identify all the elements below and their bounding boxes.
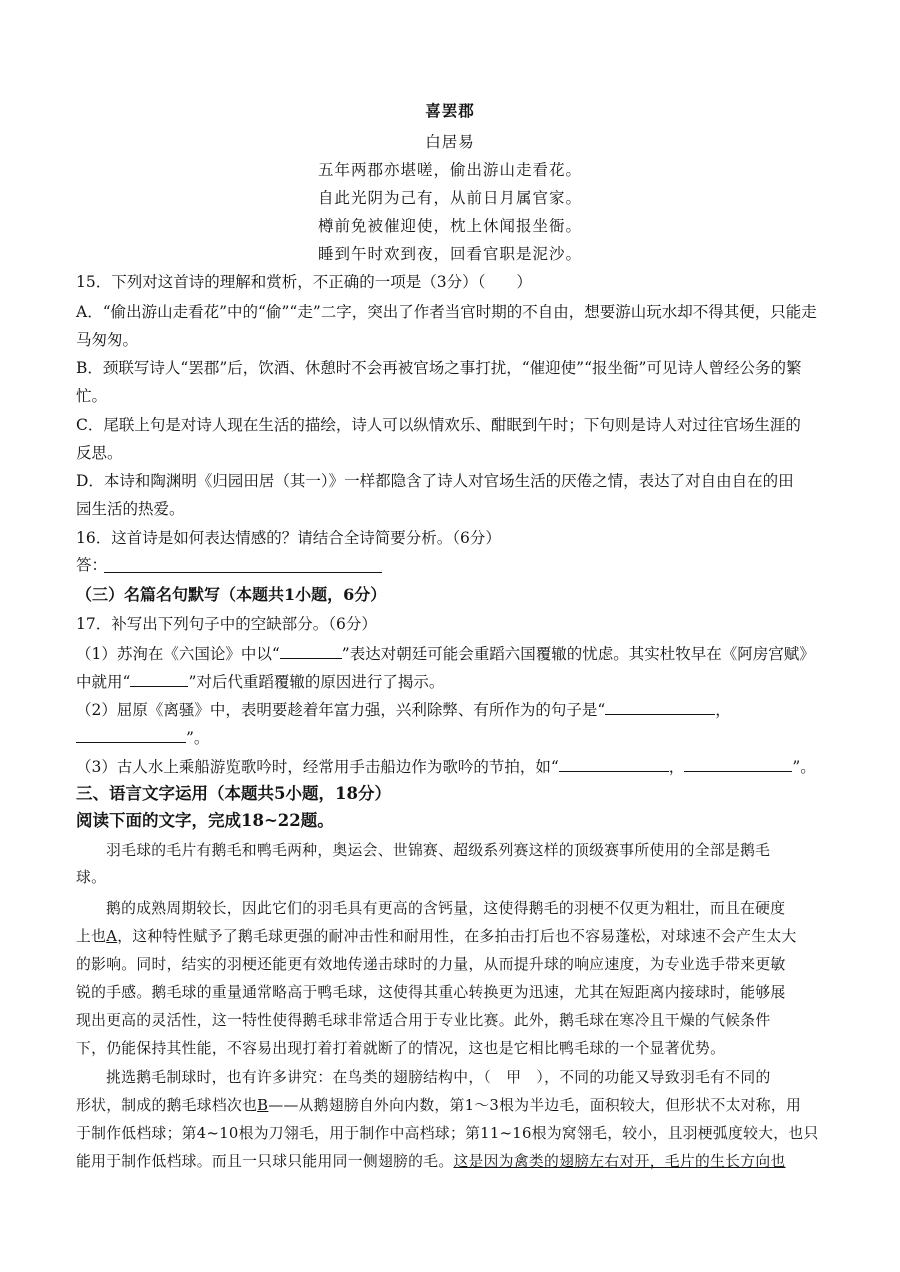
poem-line-1: 五年两郡亦堪嗟，偷出游山走看花。: [317, 161, 582, 179]
q17-p1-text-a: （1）苏洵在《六国论》中以“: [76, 645, 280, 663]
q15-option-b-cont: 忙。: [76, 387, 108, 405]
q15-option-b: B．颈联写诗人“罢郡”后，饮酒、休憩时不会再被官场之事打扰，“催迎使”“报坐衙”可见诗人曾经公务的繁: [76, 359, 802, 377]
blank-mark-a: A: [106, 928, 118, 945]
poem-author: 白居易: [425, 133, 475, 151]
part-3-heading: 三、语言文字运用（本题共5小题，18分）: [76, 784, 391, 803]
q17-stem: 17．补写出下列句子中的空缺部分。（6分）: [76, 615, 377, 633]
q16-stem: 16．这首诗是如何表达情感的？请结合全诗简要分析。（6分）: [76, 529, 501, 547]
q17-p1-text-c: 中就用“: [76, 673, 131, 691]
q17-part-2: [76, 698, 830, 721]
passage-p3-text-b: ——从鹅翅膀自外向内数，第1～3根为半边毛，面积较大，但形状不太对称，用: [268, 1097, 802, 1114]
q15-option-d: D．本诗和陶渊明《归园田居（其一）》一样都隐含了诗人对官场生活的厌倦之情，表达了对自由自在的田: [76, 472, 794, 490]
passage-p2-line-1: 鹅的成熟周期较长，因此它们的羽毛具有更高的含钙量，这使得鹅毛的羽梗不仅更为粗壮，而且在硬度: [106, 900, 786, 917]
q16-answer-label: 答：: [76, 556, 108, 574]
section-3-heading: （三）名篇名句默写（本题共1小题，6分）: [76, 585, 387, 604]
passage-p2-text-b: ，这种特性赋予了鹅毛球更强的耐冲击性和耐用性，在多拍击打后也不容易蓬松，对球速不会产生太大: [117, 928, 797, 945]
q17-p3-text-a: （3）古人水上乘船游览歌吟时，经常用手击船边作为歌吟的节拍，如“: [76, 758, 559, 776]
q17-p1-blank-1[interactable]: [280, 642, 342, 659]
q17-p2-text-b: ，: [715, 701, 731, 719]
passage-p3-line-1: 挑选鹅毛制球时，也有许多讲究：在鸟类的翅膀结构中，（ 甲 ），不同的功能又导致羽毛有不同的: [106, 1069, 771, 1086]
passage-p2-text-a: 上也: [76, 928, 107, 945]
underlined-sentence: 这是因为禽类的翅膀左右对开，毛片的生长方向也: [453, 1153, 786, 1170]
poem-line-2: 自此光阴为己有，从前日月属官家。: [317, 189, 582, 207]
q17-part-2-cont: [76, 726, 830, 749]
q17-p3-text-c: ”。: [792, 758, 816, 776]
q17-part-3: [76, 755, 830, 778]
q17-p3-text-b: ，: [668, 758, 685, 776]
reading-instruction: 阅读下面的文字，完成18~22题。: [76, 811, 334, 830]
passage-p2-line-3: 的影响。同时，结实的羽梗还能更有效地传递击球时的力量，从而提升球的响应速度，为专业选手带来更敏: [76, 956, 786, 973]
q15-option-a-cont: 马匆匆。: [76, 331, 139, 349]
passage-p1-line-2: 球。: [76, 869, 107, 886]
q15-option-c-cont: 反思。: [76, 444, 123, 462]
q17-p3-blank-1[interactable]: [559, 755, 669, 772]
passage-p3-text-c: 能用于制作低档球。而且一只球只能用同一侧翅膀的毛。: [76, 1153, 454, 1170]
q15-option-a: A．“偷出游山走看花”中的“偷”“走”二字，突出了作者当官时期的不自由，想要游山玩水却不得其便，只能走: [76, 303, 817, 321]
q16-answer-line[interactable]: [104, 572, 382, 573]
q17-p2-text-c: ”。: [186, 729, 210, 747]
q17-p1-blank-2[interactable]: [130, 670, 188, 687]
passage-p2-line-4: 锐的手感。鹅毛球的重量通常略高于鸭毛球，这使得其重心转换更为迅速，尤其在短距离内接球时，能够展: [76, 984, 786, 1001]
poem-title: 喜罢郡: [425, 101, 475, 120]
q15-stem: 15．下列对这首诗的理解和赏析，不正确的一项是（3分）（ ）: [76, 273, 532, 291]
q17-p2-text-a: （2）屈原《离骚》中，表明要趁着年富力强，兴利除弊、有所作为的句子是“: [76, 701, 606, 719]
q15-option-c: C．尾联上句是对诗人现在生活的描绘，诗人可以纵情欢乐、酣眠到午时；下句则是诗人对过往官场生涯的: [76, 416, 801, 434]
q17-part-1: [76, 642, 830, 665]
q17-p1-text-b: ”表达对朝廷可能会重蹈六国覆辙的忧虑。其实杜牧早在《阿房宫赋》: [341, 645, 815, 663]
passage-p2-line-2: [76, 926, 830, 948]
passage-p3-line-3: 于制作低档球；第4~10根为刀翎毛，用于制作中高档球；第11~16根为窝翎毛，较小，且羽梗弧度较大，也只: [76, 1125, 819, 1142]
q17-p1-text-d: ”对后代重蹈覆辙的原因进行了揭示。: [188, 673, 445, 691]
passage-p3-text-a: 形状，制成的鹅毛球档次也: [76, 1097, 258, 1114]
poem-line-3: 樽前免被催迎使，枕上休闻报坐衙。: [317, 217, 582, 235]
q17-part-1-cont: [76, 670, 830, 693]
passage-p2-line-5: 现出更高的灵活性，这一特性使得鹅毛球非常适合用于专业比赛。此外，鹅毛球在寒冷且干燥的气候条件: [76, 1012, 771, 1029]
passage-p1-line-1: 羽毛球的毛片有鹅毛和鸭毛两种，奥运会、世锦赛、超级系列赛这样的顶级赛事所使用的全部是鹅毛: [106, 842, 771, 859]
passage-p2-line-6: 下，仍能保持其性能，不容易出现打着打着就断了的情况，这也是它相比鸭毛球的一个显著优势。: [76, 1040, 726, 1057]
q17-p2-blank-1[interactable]: [605, 698, 715, 715]
poem-line-4: 睡到午时欢到夜，回看官职是泥沙。: [317, 245, 582, 263]
q17-p2-blank-2[interactable]: [76, 726, 186, 743]
blank-mark-b: B: [257, 1097, 269, 1114]
passage-p3-line-2: [76, 1095, 830, 1117]
passage-p3-line-4: [76, 1151, 830, 1173]
q15-option-d-cont: 园生活的热爱。: [76, 500, 185, 518]
q17-p3-blank-2[interactable]: [684, 755, 792, 772]
